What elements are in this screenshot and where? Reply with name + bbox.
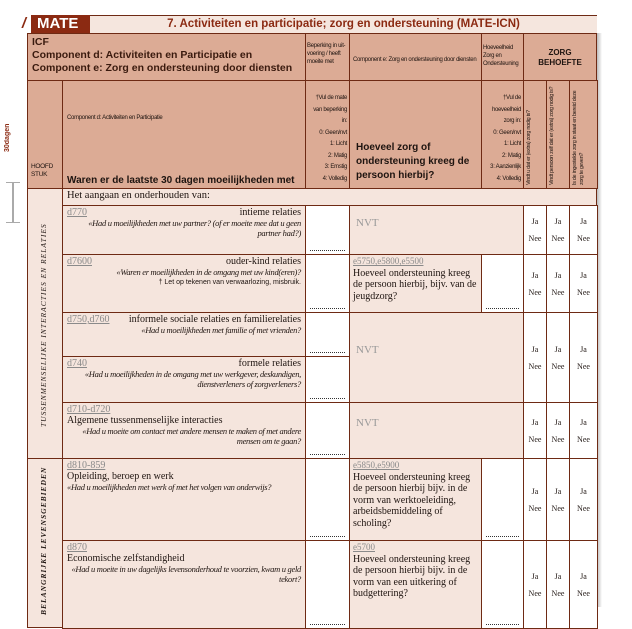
hoeveelheid-scale-line: 3: Aanzienlijk bbox=[490, 164, 521, 170]
item-question: «Waren er moeilijkheden in de omgang met uw kind(eren)? bbox=[116, 267, 301, 277]
ja-option[interactable]: Ja bbox=[531, 217, 539, 226]
ja-option[interactable]: Ja bbox=[531, 344, 539, 354]
zorg-question-1: Vindt u dat er (extra) zorg nodig is? bbox=[523, 80, 547, 189]
nee-option[interactable]: Nee bbox=[528, 361, 542, 371]
beperking-scale bbox=[305, 80, 350, 189]
item-code[interactable]: d870 bbox=[67, 542, 87, 553]
zorg-answer-cell bbox=[523, 402, 547, 459]
beperking-scale-line: van beperking bbox=[313, 106, 347, 113]
nee-option[interactable]: Nee bbox=[551, 361, 565, 371]
ja-option[interactable]: Ja bbox=[554, 486, 562, 496]
zorg-question-2: Vindt persoon zelf dat er (extra) zorg nodig is? bbox=[546, 80, 570, 189]
nee-option[interactable]: Nee bbox=[551, 234, 565, 243]
hoeveelheid-scale-line: 1: Licht bbox=[504, 141, 521, 147]
e-code[interactable]: e5700 bbox=[353, 542, 375, 552]
item-code[interactable]: d7600 bbox=[67, 256, 92, 267]
ja-option[interactable]: Ja bbox=[554, 270, 562, 280]
beperking-scale-line: 4: Volledig bbox=[322, 175, 347, 182]
item-title-row bbox=[67, 314, 301, 325]
e-text: Hoeveel ondersteuning kreeg de persoon hierbij bijv. in de vorm van werktoeleiding, arbeidsbemiddeling of scholing? bbox=[353, 471, 471, 529]
hoeveelheid-scale-line: hoeveelheid bbox=[491, 106, 521, 113]
hoeveelheid-scale-line: †Vul de bbox=[502, 95, 521, 101]
item-cell-d750,d760 bbox=[62, 312, 306, 357]
nee-option[interactable]: Nee bbox=[577, 287, 590, 297]
zorg-answer-cell bbox=[546, 402, 570, 459]
nee-option[interactable]: Nee bbox=[577, 503, 590, 513]
zorg-answer-cell bbox=[523, 458, 547, 541]
nee-option[interactable]: Nee bbox=[551, 503, 565, 513]
beperking-input[interactable] bbox=[305, 402, 350, 459]
icf-line2: Component d: Activiteiten en Participatie en bbox=[32, 49, 253, 61]
nvt-cell: NVT bbox=[349, 205, 524, 255]
nee-option[interactable]: Nee bbox=[577, 588, 590, 598]
ja-option[interactable]: Ja bbox=[580, 417, 587, 427]
zorg-answer-cell bbox=[569, 254, 598, 313]
zorg-answer-cell bbox=[569, 312, 598, 403]
nee-option[interactable]: Nee bbox=[528, 434, 542, 444]
zorg-behoefte-header: ZORG BEHOEFTE bbox=[523, 33, 597, 81]
beperking-input[interactable] bbox=[305, 312, 350, 357]
hoeveelheid-scale bbox=[481, 80, 524, 189]
e-code[interactable]: e5850,e5900 bbox=[353, 460, 400, 470]
zorg-answer-cell bbox=[546, 312, 570, 403]
feather-icon: / bbox=[17, 15, 31, 33]
zorg-answer-cell bbox=[546, 458, 570, 541]
item-title: intieme relaties bbox=[239, 207, 301, 218]
dotted-line bbox=[310, 250, 345, 251]
logo: MATE bbox=[31, 15, 90, 33]
zorg-question-3: Is de ingestelde zorg in staat en bereid deze zorg te geven? bbox=[569, 80, 598, 189]
beperking-scale-line: 3: Ernstig bbox=[324, 164, 347, 170]
hoeveelheid-input[interactable] bbox=[481, 540, 524, 629]
nee-option[interactable]: Nee bbox=[551, 588, 565, 598]
ja-option[interactable]: Ja bbox=[580, 344, 587, 354]
item-question: «Had u moeite om contact met andere mensen te maken of met andere mensen om te gaan? bbox=[82, 426, 301, 446]
item-cell-d870 bbox=[62, 540, 306, 629]
dotted-line bbox=[310, 352, 345, 353]
zorg-answer-cell bbox=[546, 540, 570, 629]
zorg-answer-cell bbox=[523, 205, 547, 255]
ja-option[interactable]: Ja bbox=[580, 270, 587, 280]
ja-option[interactable]: Ja bbox=[580, 217, 587, 226]
item-cell-d740 bbox=[62, 356, 306, 403]
zorg-answer-cell bbox=[546, 254, 570, 313]
beperking-input[interactable] bbox=[305, 540, 350, 629]
e-cell bbox=[349, 254, 482, 313]
zorg-answer-cell bbox=[569, 540, 598, 629]
beperking-input[interactable] bbox=[305, 205, 350, 255]
item-question: «Had u moeilijkheden met werk of met het volgen van onderwijs? bbox=[67, 482, 272, 492]
ja-option[interactable]: Ja bbox=[554, 571, 562, 581]
section-label-2: BELANGRIJKE LEVENSGEBIEDEN bbox=[39, 466, 48, 616]
beperking-scale-line: in: bbox=[341, 118, 347, 124]
item-question: «Had u moeilijkheden met familie of met vrienden? bbox=[141, 325, 301, 335]
item-note: † Let op tekenen van verwaarlozing, misbruik. bbox=[158, 279, 301, 286]
item-cell-d770 bbox=[62, 205, 306, 255]
zorg-answer-cell bbox=[569, 205, 598, 255]
item-cell-d7600 bbox=[62, 254, 306, 313]
ja-option[interactable]: Ja bbox=[531, 486, 539, 496]
beperking-scale-line: 0: Geen/nvt bbox=[319, 129, 347, 136]
zorg-answer-cell bbox=[523, 312, 547, 403]
nee-option[interactable]: Nee bbox=[577, 434, 590, 444]
dotted-line bbox=[486, 308, 519, 309]
item-question: «Had u moeilijkheden met uw partner? (of er moeite mee dat u geen partner had?) bbox=[88, 218, 301, 238]
bracket-bottom bbox=[6, 222, 20, 223]
item-code[interactable]: d740 bbox=[67, 358, 87, 369]
hoeveelheid-input[interactable] bbox=[481, 458, 524, 541]
item-title-row bbox=[67, 207, 301, 218]
item-cell-d810-859 bbox=[62, 458, 306, 541]
item-code-row bbox=[67, 404, 301, 415]
hoeveelheid-input[interactable] bbox=[481, 254, 524, 313]
dotted-line bbox=[310, 454, 345, 455]
side-label: 30dagen bbox=[4, 123, 11, 153]
item-question: «Had u moeilijkheden in de omgang met uw werkgever, deskundigen, dienstverleners of zorgverleners? bbox=[84, 369, 301, 389]
item-code-row bbox=[67, 460, 301, 471]
icf-line1: ICF bbox=[32, 36, 49, 48]
e-question: Hoeveel zorg of ondersteuning kreeg de persoon hierbij? bbox=[349, 80, 482, 189]
ja-option[interactable]: Ja bbox=[554, 417, 562, 427]
item-code[interactable]: d710-d720 bbox=[67, 404, 111, 415]
zorg-answer-cell bbox=[569, 458, 598, 541]
item-code[interactable]: d810-859 bbox=[67, 460, 106, 471]
page-title: 7. Activiteiten en participatie; zorg en ondersteuning (MATE-ICN) bbox=[167, 18, 520, 30]
item-title: informele sociale relaties en familierelaties bbox=[128, 314, 301, 325]
zorg-answer-cell bbox=[523, 254, 547, 313]
hoeveelheid-scale-line: 2: Matig bbox=[502, 152, 521, 159]
item-title: Opleiding, beroep en werk bbox=[67, 471, 174, 482]
nee-option[interactable]: Nee bbox=[528, 503, 542, 513]
item-cell-d710-d720 bbox=[62, 402, 306, 459]
nee-option[interactable]: Nee bbox=[577, 234, 590, 243]
main-question: Waren er de laatste 30 dagen moeilijkheden met bbox=[67, 175, 295, 186]
item-code-row bbox=[67, 542, 301, 553]
hoeveelheid-scale-line: 4: Volledig bbox=[496, 175, 521, 182]
nee-option[interactable]: Nee bbox=[551, 434, 565, 444]
ja-option[interactable]: Ja bbox=[531, 571, 539, 581]
dotted-line bbox=[310, 398, 345, 399]
zorg-answer-cell bbox=[523, 540, 547, 629]
beperking-scale-line: †Vul de mate bbox=[315, 95, 347, 101]
icf-header bbox=[27, 33, 306, 81]
bracket-stem bbox=[12, 182, 14, 222]
nee-option[interactable]: Nee bbox=[528, 588, 542, 598]
nee-option[interactable]: Nee bbox=[551, 287, 565, 297]
dotted-line bbox=[310, 624, 345, 625]
beperking-header: Beperking in uit-voering / heeft moeite met bbox=[305, 33, 350, 81]
intro-fill bbox=[305, 188, 597, 206]
item-title-row bbox=[67, 256, 301, 267]
item-title: ouder-kind relaties bbox=[225, 256, 301, 267]
dotted-line bbox=[486, 624, 519, 625]
ja-option[interactable]: Ja bbox=[554, 344, 562, 354]
e-text: Hoeveel ondersteuning kreeg de persoon hierbij bijv. in de vorm van een uitkering of budgettering? bbox=[353, 553, 471, 599]
hoeveelheid-scale-line: 0: Geen/nvt bbox=[493, 129, 521, 136]
item-header bbox=[62, 80, 306, 189]
nvt-cell: NVT bbox=[349, 402, 524, 459]
nvt-cell: NVT bbox=[349, 312, 524, 403]
nee-option[interactable]: Nee bbox=[528, 287, 542, 297]
item-code[interactable]: d750,d760 bbox=[67, 314, 110, 325]
ja-option[interactable]: Ja bbox=[554, 217, 562, 226]
e-code[interactable]: e5750,e5800,e5500 bbox=[353, 256, 424, 266]
e-text: Hoeveel ondersteuning kreeg de persoon hierbij, bijv. van de jeugdzorg? bbox=[353, 267, 477, 302]
hoofdstuk-header: HOOFD STUK bbox=[27, 80, 63, 189]
dotted-line bbox=[310, 308, 345, 309]
ja-option[interactable]: Ja bbox=[531, 417, 539, 427]
section-label-1: TUSSENMENSELIJKE INTERACTIES EN RELATIES bbox=[39, 223, 48, 427]
item-title-row bbox=[67, 358, 301, 369]
hoeveelheid-header: Hoeveelheid Zorg en Ondersteuning bbox=[481, 33, 524, 81]
item-question: «Had u moeite in uw dagelijks levensonderhoud te voorzien, kwam u geld tekort? bbox=[71, 564, 301, 584]
item-code[interactable]: d770 bbox=[67, 207, 87, 218]
dotted-line bbox=[486, 536, 519, 537]
zorg-answer-cell bbox=[569, 402, 598, 459]
beperking-scale-line: 2: Matig bbox=[328, 152, 347, 159]
ja-option[interactable]: Ja bbox=[531, 270, 539, 280]
component-d-label: Component d: Activiteiten en Participatie bbox=[67, 115, 163, 121]
item-title: Economische zelfstandigheid bbox=[67, 553, 185, 564]
component-e-header: Component e: Zorg en ondersteuning door diensten bbox=[349, 33, 482, 81]
beperking-scale-line: 1: Licht bbox=[330, 141, 347, 147]
item-title: formele relaties bbox=[238, 358, 301, 369]
ja-option[interactable]: Ja bbox=[580, 486, 587, 496]
icf-line3: Component e: Zorg en ondersteuning door diensten bbox=[32, 62, 293, 74]
beperking-input[interactable] bbox=[305, 254, 350, 313]
beperking-input[interactable] bbox=[305, 458, 350, 541]
hoeveelheid-scale-line: zorg in: bbox=[503, 118, 521, 124]
e-cell bbox=[349, 458, 482, 541]
intro-label: Het aangaan en onderhouden van: bbox=[62, 188, 306, 206]
item-title: Algemene tussenmenselijke interacties bbox=[67, 415, 223, 426]
zorg-answer-cell bbox=[546, 205, 570, 255]
nee-option[interactable]: Nee bbox=[577, 361, 590, 371]
ja-option[interactable]: Ja bbox=[580, 571, 587, 581]
beperking-input[interactable] bbox=[305, 356, 350, 403]
nee-option[interactable]: Nee bbox=[528, 234, 542, 243]
e-cell bbox=[349, 540, 482, 629]
dotted-line bbox=[310, 536, 345, 537]
